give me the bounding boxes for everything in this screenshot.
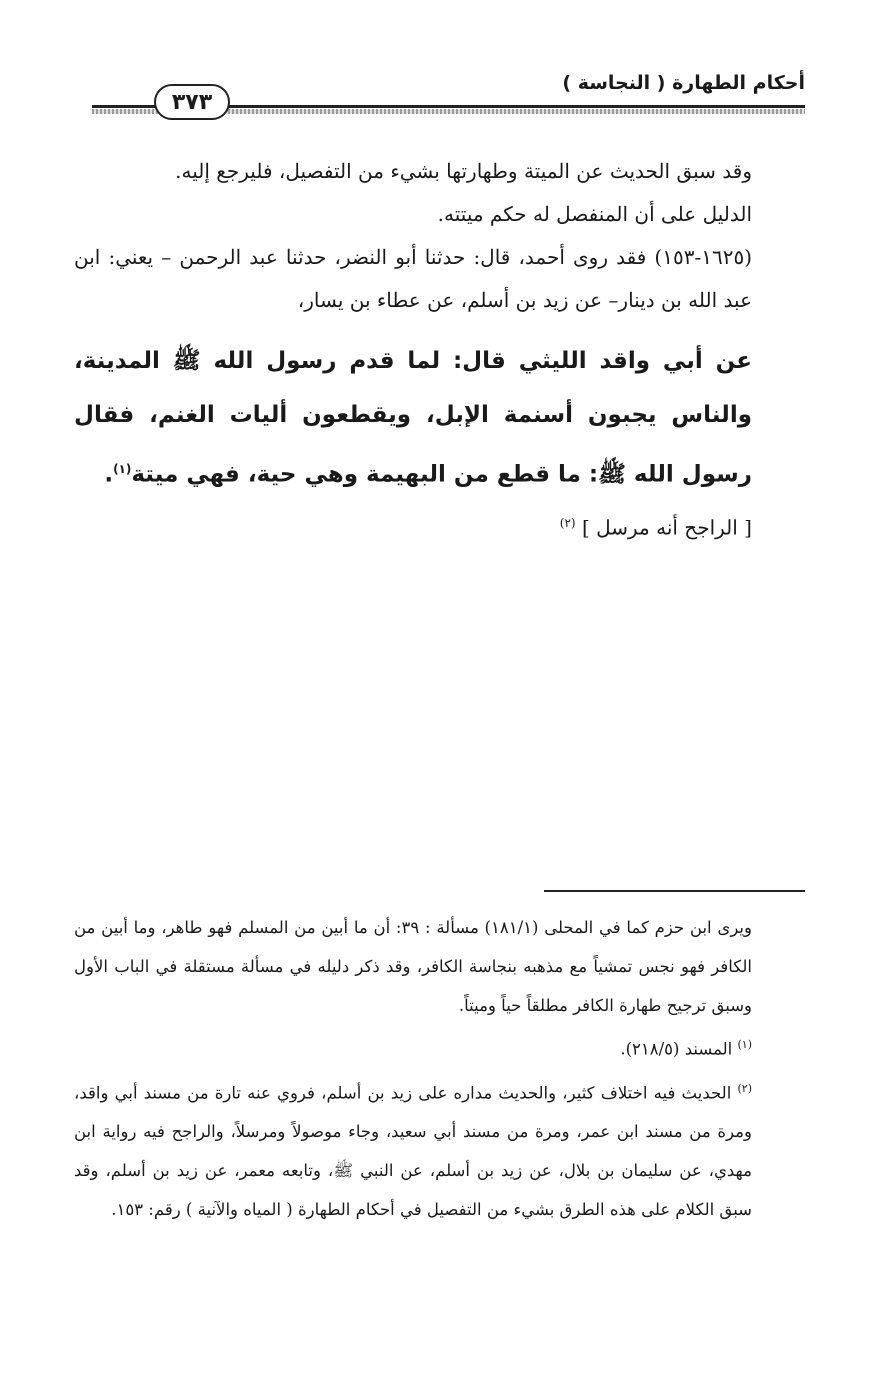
main-text xyxy=(74,150,802,549)
book-title: أحكام الطهارة ( النجاسة ) xyxy=(562,72,805,94)
footnote-separator xyxy=(544,890,805,892)
footnote-2-number: (٢) xyxy=(737,1081,752,1095)
footnotes xyxy=(74,908,802,1229)
footnote-2-text: الحديث فيه اختلاف كثير، والحديث مداره على زيد بن أسلم، فروي عنه تارة من مسند أبي واقد، ومرة من مسند ابن عمر، ومرة من مسند أبي سعيد، وجاء موصولاً ومرسلاً، والراجح فيه رواية ابن مهدي، عن سليمان بن بلال، عن زيد بن أسلم، عن النبي ﷺ، وتابعه معمر، عن زيد بن أسلم، وقد سبق الكلام على هذه الطرق بشيء من التفصيل في أحكام الطهارة ( المياه والآنية ) رقم: ١٥٣. xyxy=(74,1083,752,1219)
hadith-matn: عن أبي واقد الليثي قال: لما قدم رسول الله ﷺ المدينة، والناس يجبون أسنمة الإبل، ويقطعون أليات الغنم، فقال رسول الله ﷺ: ما قطع من البهيمة وهي حية، فهي ميتة xyxy=(74,348,752,488)
footnote-1-text: المسند (٢١٨/٥). xyxy=(620,1039,733,1059)
running-header xyxy=(92,62,805,122)
hadith-grading xyxy=(74,502,802,550)
footnote-ref-1: (١) xyxy=(113,462,132,476)
footnote-2 xyxy=(74,1069,802,1230)
paragraph-intro: وقد سبق الحديث عن الميتة وطهارتها بشيء من التفصيل، فليرجع إليه. xyxy=(175,159,752,183)
footnote-carryover: ويرى ابن حزم كما في المحلى (١٨١/١) مسألة : ٣٩: أن ما أبين من المسلم فهو طاهر، وما أبين من الكافر فهو نجس تمشياً مع مذهبه بنجاسة الكافر، وقد ذكر دليله في مسألة مستقلة في الباب الأول وسبق ترجيح طهارة الكافر مطلقاً حياً وميتاً. xyxy=(74,918,752,1015)
hadith-end: . xyxy=(104,461,114,488)
paragraph-isnad: (١٦٢٥-١٥٣) فقد روى أحمد، قال: حدثنا أبو النضر، حدثنا عبد الرحمن – يعني: ابن عبد الله بن دينار– عن زيد بن أسلم، عن عطاء بن يسار، xyxy=(74,245,752,312)
footnote-1-number: (١) xyxy=(737,1038,752,1051)
paragraph-evidence-heading: الدليل على أن المنفصل له حكم ميتته. xyxy=(437,202,752,226)
hadith-text xyxy=(74,334,802,502)
footnote-1 xyxy=(74,1025,802,1069)
grading-text: [ الراجح أنه مرسل ] xyxy=(581,515,752,540)
footnote-ref-2: (٢) xyxy=(559,515,576,530)
page-number-badge: ٣٧٣ xyxy=(154,84,230,120)
